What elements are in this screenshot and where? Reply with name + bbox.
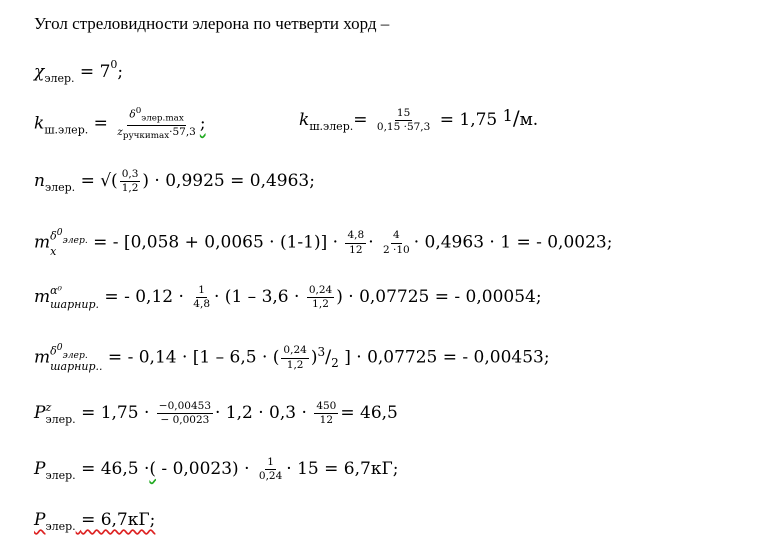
fraction bbox=[115, 106, 198, 142]
equation-sweep-angle bbox=[34, 58, 123, 85]
equation-p-aileron: $P_{элер.} = 46,5$ ·( - 0,0023) · $\frac{1}{0,24}$ · 15 = 6,7кГ; bbox=[34, 456, 399, 483]
subscript: ш.элер. bbox=[44, 123, 89, 137]
symbol: P bbox=[34, 403, 46, 424]
subscript: элер. bbox=[44, 181, 76, 195]
symbol: χ bbox=[34, 62, 45, 82]
equals: = bbox=[93, 113, 108, 134]
subscript: элер. bbox=[45, 469, 76, 483]
equation-result bbox=[34, 510, 155, 533]
symbol: m bbox=[34, 232, 51, 253]
subscript: элер. bbox=[44, 72, 75, 85]
terminator: ; bbox=[117, 62, 124, 82]
terminator: ; bbox=[199, 113, 206, 134]
equation-mx-delta: m $\delta^0_{элер.}$ x = - [0,058 + 0,0065 · (1-1)] · $\frac{4,8}{12}$ · $\frac{4}{2 \cdot 10}$ · 0,4963 · 1 = - 0,0023; bbox=[34, 227, 613, 258]
symbol: m bbox=[34, 347, 51, 368]
symbol: m bbox=[34, 287, 51, 308]
rhs: = 7 bbox=[79, 62, 111, 82]
numerator: $\delta^0_{элер.max}$ bbox=[129, 106, 184, 124]
section-heading: Угол стреловидности элерона по четверти хорд – bbox=[34, 14, 390, 33]
superscript: 0 bbox=[110, 58, 118, 71]
symbol: n bbox=[34, 171, 45, 192]
equation-hinge-delta: m $\delta^0_{элер.}$ шарнир.. = - 0,14 · [1 – 6,5 · ( $\frac{0,24}{1,2}$ )$^3/_2$ ] · 0,07725 = - 0,00453; bbox=[34, 342, 550, 373]
symbol: P bbox=[34, 459, 46, 480]
fraction: $\frac{0,3}{1,2}$ bbox=[121, 168, 139, 195]
symbol: k bbox=[34, 113, 45, 134]
equation-hinge-alpha: m α⁰ шарнир. = - 0,12 · $\frac{1}{4,8}$ · (1 – 3,6 · $\frac{0,24}{1,2}$ ) · 0,07725 = - 0,00054; bbox=[34, 284, 542, 311]
equation-gear-ratio-value: $k_{ш.элер.}=$ $\frac{15}{0,15 \cdot 57,3}$ = 1,75 1/м. bbox=[299, 106, 539, 133]
equation-gear-ratio bbox=[34, 106, 539, 142]
equation-pz-aileron: P z элер. = 1,75 · $\frac{-0,00453}{- 0,0023}$ · 1,2 · 0,3 · $\frac{450}{12}$ = 46,5 bbox=[34, 400, 398, 427]
denominator: $z_{ручкиmax}\cdot 57,3$ bbox=[117, 125, 196, 141]
result-expression: $P_{элер.} = 6,7кГ$; bbox=[34, 510, 156, 533]
equation-n-aileron: $n_{элер.}$ = √( $\frac{0,3}{1,2}$ ) · 0,9925 = 0,4963; bbox=[34, 168, 315, 195]
